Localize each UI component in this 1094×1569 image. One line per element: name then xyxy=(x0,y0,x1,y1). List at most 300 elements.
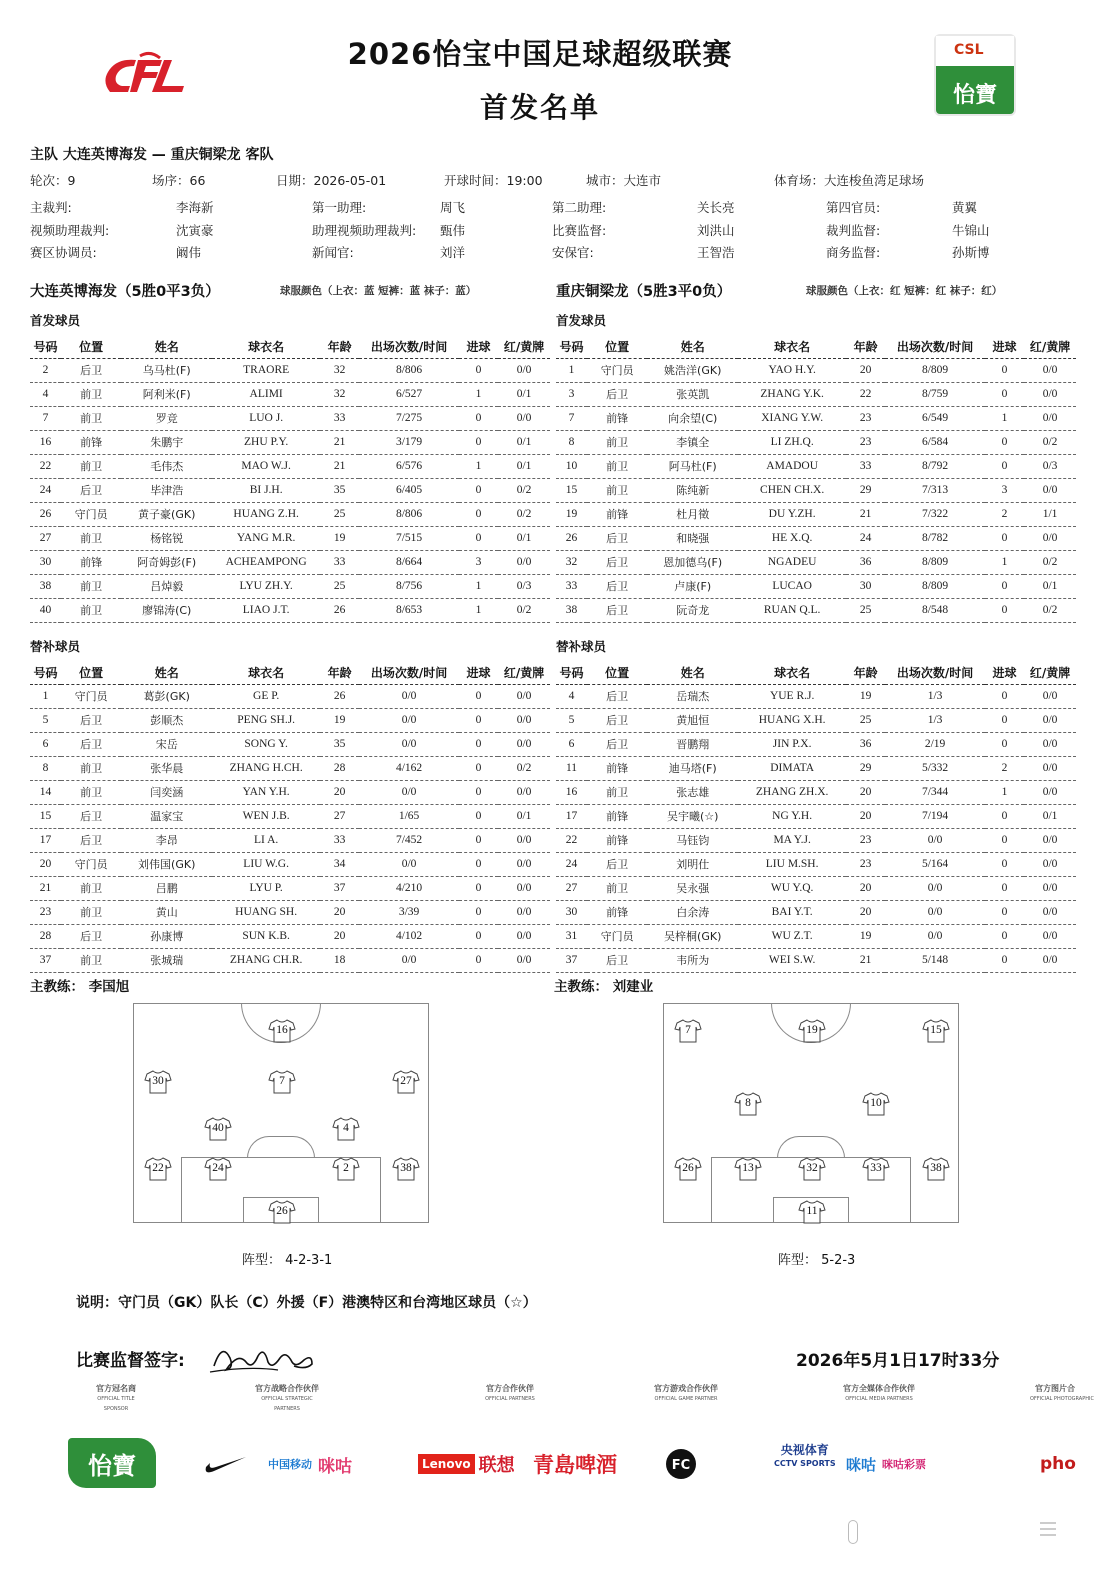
table-cell: 1 xyxy=(985,780,1024,804)
table-cell: LYU P. xyxy=(212,876,320,900)
table-cell: 阿利米(F) xyxy=(121,382,212,406)
column-header: 号码 xyxy=(556,662,587,684)
table-cell: 36 xyxy=(846,732,885,756)
table-cell: 31 xyxy=(556,924,587,948)
table-cell: LUCAO xyxy=(738,574,846,598)
table-row xyxy=(30,732,550,756)
home-formation: 阵型： 4-2-3-1 xyxy=(242,1253,333,1268)
table-cell: 11 xyxy=(556,756,587,780)
table-cell: 19 xyxy=(846,684,885,708)
table-cell: DIMATA xyxy=(738,756,846,780)
official-role: 助理视频助理裁判: xyxy=(312,223,417,238)
table-cell: 吕焯毅 xyxy=(121,574,212,598)
table-row xyxy=(30,550,550,574)
table-cell: LIU W.G. xyxy=(212,852,320,876)
table-cell: 29 xyxy=(846,756,885,780)
menu-icon[interactable] xyxy=(1040,1522,1056,1540)
table-cell: 0 xyxy=(459,828,498,852)
table-cell: 0 xyxy=(985,900,1024,924)
column-header: 号码 xyxy=(556,336,587,358)
table-cell: 前卫 xyxy=(61,780,121,804)
table-cell: 前锋 xyxy=(587,828,647,852)
table-cell: 前卫 xyxy=(587,430,647,454)
table-cell: 1 xyxy=(459,598,498,622)
table-header-row xyxy=(556,336,1076,358)
table-cell: ZHANG ZH.X. xyxy=(738,780,846,804)
column-header: 年龄 xyxy=(846,336,885,358)
table-cell: 0/1 xyxy=(1024,574,1076,598)
table-cell: MAO W.J. xyxy=(212,454,320,478)
table-cell: 0/2 xyxy=(1024,598,1076,622)
table-cell: 0 xyxy=(985,574,1024,598)
table-cell: 16 xyxy=(30,430,61,454)
table-cell: 0 xyxy=(459,358,498,382)
table-cell: 23 xyxy=(30,900,61,924)
official-name: 黄翼 xyxy=(952,200,978,215)
table-cell: LUO J. xyxy=(212,406,320,430)
table-cell: 25 xyxy=(320,502,359,526)
table-row xyxy=(30,430,550,454)
sponsor-label-title: 官方冠名商 OFFICIAL TITLE SPONSOR xyxy=(96,1384,136,1412)
table-cell: 0/0 xyxy=(1024,924,1076,948)
table-cell: 8/664 xyxy=(359,550,458,574)
table-cell: 吕鹏 xyxy=(121,876,212,900)
table-cell: 0 xyxy=(985,684,1024,708)
home-formation-pitch xyxy=(133,1003,429,1223)
table-cell: 5/332 xyxy=(885,756,984,780)
table-cell: 5 xyxy=(556,708,587,732)
table-cell: 0 xyxy=(459,684,498,708)
table-cell: 葛彭(GK) xyxy=(121,684,212,708)
table-cell: 前卫 xyxy=(587,876,647,900)
table-cell: 20 xyxy=(846,804,885,828)
table-cell: 27 xyxy=(30,526,61,550)
table-cell: 19 xyxy=(556,502,587,526)
table-cell: 和晓强 xyxy=(647,526,738,550)
table-row xyxy=(556,852,1076,876)
table-cell: 5 xyxy=(30,708,61,732)
table-cell: 4/210 xyxy=(359,876,458,900)
table-cell: DU Y.ZH. xyxy=(738,502,846,526)
table-cell: 37 xyxy=(320,876,359,900)
table-cell: 4 xyxy=(30,382,61,406)
table-row xyxy=(556,780,1076,804)
table-row xyxy=(556,684,1076,708)
table-cell: 20 xyxy=(846,900,885,924)
table-cell: 黄山 xyxy=(121,900,212,924)
table-cell: WU Y.Q. xyxy=(738,876,846,900)
table-cell: 韦所为 xyxy=(647,948,738,972)
table-cell: 6/405 xyxy=(359,478,458,502)
table-cell: 0/0 xyxy=(1024,406,1076,430)
table-cell: 毛伟杰 xyxy=(121,454,212,478)
jersey-icon xyxy=(863,1092,889,1116)
away-kit-colors: 球服颜色（上衣：红 短裤：红 袜子：红） xyxy=(806,285,1003,297)
jersey-number: 27 xyxy=(400,1075,412,1087)
table-cell: 0/3 xyxy=(1024,454,1076,478)
table-cell: 8/548 xyxy=(885,598,984,622)
table-cell: 李镇全 xyxy=(647,430,738,454)
table-cell: 7/275 xyxy=(359,406,458,430)
table-cell: 8/806 xyxy=(359,358,458,382)
table-row xyxy=(556,502,1076,526)
table-cell: 前卫 xyxy=(587,478,647,502)
table-cell: 守门员 xyxy=(61,852,121,876)
table-cell: 36 xyxy=(846,550,885,574)
table-cell: 20 xyxy=(320,900,359,924)
table-cell: 阿奇姆彭(F) xyxy=(121,550,212,574)
table-cell: 20 xyxy=(320,924,359,948)
table-cell: 0 xyxy=(985,526,1024,550)
table-cell: 0/1 xyxy=(498,804,550,828)
away-subs-table xyxy=(556,662,1076,973)
jersey-icon xyxy=(799,1019,825,1043)
table-cell: 0/0 xyxy=(359,732,458,756)
table-cell: TRAORE xyxy=(212,358,320,382)
table-cell: CHEN CH.X. xyxy=(738,478,846,502)
jersey-icon xyxy=(333,1157,359,1181)
sponsor-photo-logo: pho xyxy=(1040,1454,1076,1474)
table-cell: 6/584 xyxy=(885,430,984,454)
table-cell: 后卫 xyxy=(587,574,647,598)
table-cell: 4 xyxy=(556,684,587,708)
table-row xyxy=(556,708,1076,732)
away-subs-label: 替补球员 xyxy=(556,639,607,654)
table-cell: 前锋 xyxy=(587,406,647,430)
table-cell: 李昂 xyxy=(121,828,212,852)
scroll-indicator[interactable] xyxy=(848,1520,858,1544)
sponsor-label-game: 官方游戏合作伙伴 OFFICIAL GAME PARTNER xyxy=(654,1384,718,1402)
table-cell: 0/0 xyxy=(1024,828,1076,852)
column-header: 红/黄牌 xyxy=(498,336,550,358)
table-cell: 闫奕涵 xyxy=(121,780,212,804)
table-cell: 后卫 xyxy=(61,478,121,502)
table-row xyxy=(30,526,550,550)
table-cell: 阿马杜(F) xyxy=(647,454,738,478)
table-cell: 0/0 xyxy=(498,900,550,924)
match-teams: 主队 大连英博海发 — 重庆铜梁龙 客队 xyxy=(30,147,274,163)
table-cell: 0/0 xyxy=(498,550,550,574)
table-cell: 0/0 xyxy=(498,708,550,732)
table-cell: 黄子豪(GK) xyxy=(121,502,212,526)
table-cell: BI J.H. xyxy=(212,478,320,502)
table-cell: 19 xyxy=(846,924,885,948)
table-cell: 23 xyxy=(846,430,885,454)
table-row xyxy=(556,828,1076,852)
jersey-number: 32 xyxy=(806,1162,818,1174)
table-cell: 0/0 xyxy=(1024,948,1076,972)
table-cell: 0/0 xyxy=(1024,732,1076,756)
official-name: 刘洪山 xyxy=(697,223,735,238)
table-cell: 18 xyxy=(320,948,359,972)
jersey-icon xyxy=(735,1157,761,1181)
csl-logo-text: 怡寶 xyxy=(952,82,997,108)
signature-image xyxy=(208,1336,318,1376)
table-cell: 向余望(C) xyxy=(647,406,738,430)
table-row xyxy=(30,876,550,900)
table-cell: 0 xyxy=(985,924,1024,948)
table-cell: 朱鹏宇 xyxy=(121,430,212,454)
table-header-row xyxy=(556,662,1076,684)
column-header: 球衣名 xyxy=(738,336,846,358)
table-cell: 0 xyxy=(459,804,498,828)
table-cell: 7/452 xyxy=(359,828,458,852)
table-cell: 姚浩洋(GK) xyxy=(647,358,738,382)
table-row xyxy=(556,430,1076,454)
table-cell: 34 xyxy=(320,852,359,876)
column-header: 红/黄牌 xyxy=(498,662,550,684)
table-cell: 20 xyxy=(846,876,885,900)
jersey-number: 26 xyxy=(682,1162,694,1174)
table-row xyxy=(556,574,1076,598)
table-cell: 17 xyxy=(556,804,587,828)
table-cell: 前锋 xyxy=(587,804,647,828)
table-cell: 0/1 xyxy=(498,430,550,454)
table-row xyxy=(556,526,1076,550)
table-cell: 0/0 xyxy=(359,852,458,876)
table-cell: 24 xyxy=(30,478,61,502)
table-cell: 7 xyxy=(30,406,61,430)
table-cell: LYU ZH.Y. xyxy=(212,574,320,598)
table-cell: 0/0 xyxy=(498,852,550,876)
table-cell: 0 xyxy=(459,876,498,900)
column-header: 红/黄牌 xyxy=(1024,662,1076,684)
table-cell: 0 xyxy=(459,708,498,732)
kickoff-time: 开球时间：19:00 xyxy=(444,173,543,188)
table-cell: 8/806 xyxy=(359,502,458,526)
table-cell: 0/0 xyxy=(1024,900,1076,924)
table-cell: 黄旭恒 xyxy=(647,708,738,732)
official-name: 阚伟 xyxy=(176,245,202,260)
table-cell: 25 xyxy=(846,598,885,622)
table-cell: 宋岳 xyxy=(121,732,212,756)
table-cell: 3/39 xyxy=(359,900,458,924)
official-role: 第一助理: xyxy=(312,200,367,215)
table-cell: 守门员 xyxy=(587,358,647,382)
table-cell: 前锋 xyxy=(587,502,647,526)
table-cell: 32 xyxy=(320,358,359,382)
table-cell: 8/782 xyxy=(885,526,984,550)
table-cell: 4/102 xyxy=(359,924,458,948)
table-cell: 3 xyxy=(459,550,498,574)
table-cell: 孙康博 xyxy=(121,924,212,948)
table-cell: 前卫 xyxy=(61,526,121,550)
column-header: 出场次数/时间 xyxy=(359,662,458,684)
table-cell: 后卫 xyxy=(61,924,121,948)
table-cell: 8/756 xyxy=(359,574,458,598)
table-row xyxy=(556,756,1076,780)
table-cell: 前锋 xyxy=(587,756,647,780)
table-cell: 0/1 xyxy=(1024,804,1076,828)
jersey-icon xyxy=(735,1092,761,1116)
jersey-number: 11 xyxy=(806,1205,818,1217)
table-cell: 21 xyxy=(320,430,359,454)
table-cell: 0 xyxy=(985,430,1024,454)
table-row xyxy=(30,852,550,876)
table-cell: 8/759 xyxy=(885,382,984,406)
sponsor-ea-fc-logo xyxy=(664,1444,700,1484)
official-role: 视频助理裁判: xyxy=(30,223,110,238)
table-cell: 0/1 xyxy=(498,526,550,550)
table-cell: ACHEAMPONG xyxy=(212,550,320,574)
table-cell: 0/1 xyxy=(498,454,550,478)
official-name: 刘洋 xyxy=(440,245,466,260)
table-cell: 33 xyxy=(320,828,359,852)
table-cell: YANG M.R. xyxy=(212,526,320,550)
away-starters-table xyxy=(556,336,1076,623)
column-header: 出场次数/时间 xyxy=(359,336,458,358)
stadium: 体育场：大连梭鱼湾足球场 xyxy=(774,173,925,188)
page-title: 2026怡宝中国足球超级联赛 xyxy=(347,37,733,71)
table-cell: 0 xyxy=(459,526,498,550)
table-cell: HUANG Z.H. xyxy=(212,502,320,526)
table-cell: 晋鹏翔 xyxy=(647,732,738,756)
jersey-icon xyxy=(923,1019,949,1043)
table-cell: 毕津浩 xyxy=(121,478,212,502)
table-cell: 0/0 xyxy=(498,924,550,948)
table-cell: 0 xyxy=(459,924,498,948)
jersey-icon xyxy=(205,1117,231,1141)
table-row xyxy=(556,550,1076,574)
table-cell: 0/0 xyxy=(498,406,550,430)
column-header: 进球 xyxy=(459,336,498,358)
table-cell: ZHANG H.CH. xyxy=(212,756,320,780)
table-cell: 0 xyxy=(459,852,498,876)
table-cell: 张城瑞 xyxy=(121,948,212,972)
jersey-number: 38 xyxy=(930,1162,942,1174)
table-cell: 前锋 xyxy=(61,430,121,454)
table-cell: 前卫 xyxy=(587,780,647,804)
table-cell: 21 xyxy=(320,454,359,478)
table-cell: WU Z.T. xyxy=(738,924,846,948)
table-row xyxy=(556,732,1076,756)
official-role: 第二助理: xyxy=(552,200,607,215)
table-cell: 23 xyxy=(846,852,885,876)
table-cell: 吴永强 xyxy=(647,876,738,900)
table-row xyxy=(30,756,550,780)
home-subs-table xyxy=(30,662,550,973)
jersey-number: 24 xyxy=(212,1162,224,1174)
table-cell: 后卫 xyxy=(587,732,647,756)
csl-mark: CSL xyxy=(954,42,984,58)
table-cell: ZHU P.Y. xyxy=(212,430,320,454)
jersey-icon xyxy=(799,1157,825,1181)
table-cell: NGADEU xyxy=(738,550,846,574)
table-header-row xyxy=(30,336,550,358)
jersey-icon xyxy=(205,1157,231,1181)
official-name: 沈寅豪 xyxy=(176,223,214,238)
table-cell: 26 xyxy=(30,502,61,526)
migu-text: 咪咕 xyxy=(318,1456,352,1477)
table-cell: 8/809 xyxy=(885,550,984,574)
table-cell: 6/549 xyxy=(885,406,984,430)
table-cell: 前锋 xyxy=(587,900,647,924)
table-cell: 温家宝 xyxy=(121,804,212,828)
sponsor-nike-logo xyxy=(204,1444,248,1484)
column-header: 球衣名 xyxy=(212,336,320,358)
table-cell: 吴梓桐(GK) xyxy=(647,924,738,948)
table-cell: 19 xyxy=(320,526,359,550)
table-cell: 5/148 xyxy=(885,948,984,972)
table-cell: SUN K.B. xyxy=(212,924,320,948)
table-cell: 8 xyxy=(30,756,61,780)
sponsor-yibao-logo: 怡寶 xyxy=(68,1438,156,1488)
table-cell: 0/0 xyxy=(498,780,550,804)
official-name: 周飞 xyxy=(440,200,466,215)
home-starters-table xyxy=(30,336,550,623)
table-cell: 前卫 xyxy=(61,382,121,406)
city: 城市：大连市 xyxy=(586,173,662,188)
table-cell: ZHANG CH.R. xyxy=(212,948,320,972)
jersey-number: 30 xyxy=(152,1075,164,1087)
jersey-number: 8 xyxy=(745,1097,751,1109)
legend-note: 说明：守门员（GK）队长（C）外援（F）港澳特区和台湾地区球员（☆） xyxy=(76,1295,537,1311)
away-starters-label: 首发球员 xyxy=(556,313,607,328)
table-cell: 1/1 xyxy=(1024,502,1076,526)
jersey-number: 22 xyxy=(152,1162,164,1174)
table-cell: 0/0 xyxy=(1024,478,1076,502)
table-cell: 7 xyxy=(556,406,587,430)
table-cell: 38 xyxy=(30,574,61,598)
table-cell: 0 xyxy=(985,454,1024,478)
sponsor-migu-media-logo: 咪咕 咪咕彩票 xyxy=(846,1455,927,1474)
jersey-icon xyxy=(269,1019,295,1043)
official-name: 王智浩 xyxy=(697,245,735,260)
table-cell: 32 xyxy=(556,550,587,574)
away-formation: 阵型： 5-2-3 xyxy=(778,1253,856,1268)
table-cell: 15 xyxy=(30,804,61,828)
table-cell: 后卫 xyxy=(61,708,121,732)
table-row xyxy=(556,804,1076,828)
table-cell: 0/3 xyxy=(498,574,550,598)
table-cell: 0/0 xyxy=(359,708,458,732)
table-cell: YAO H.Y. xyxy=(738,358,846,382)
table-cell: 21 xyxy=(846,948,885,972)
jersey-icon xyxy=(799,1200,825,1224)
table-cell: 张志雄 xyxy=(647,780,738,804)
table-cell: 26 xyxy=(320,684,359,708)
table-cell: ZHANG Y.K. xyxy=(738,382,846,406)
table-cell: 0/0 xyxy=(1024,780,1076,804)
jersey-number: 40 xyxy=(212,1122,224,1134)
table-cell: 0/0 xyxy=(1024,382,1076,406)
table-cell: 0/2 xyxy=(498,598,550,622)
table-row xyxy=(556,598,1076,622)
table-cell: 14 xyxy=(30,780,61,804)
table-row xyxy=(556,924,1076,948)
table-cell: 33 xyxy=(556,574,587,598)
table-cell: 0/0 xyxy=(498,732,550,756)
official-role: 安保官: xyxy=(552,245,594,260)
official-role: 裁判监督: xyxy=(826,223,881,238)
table-cell: JIN P.X. xyxy=(738,732,846,756)
official-role: 赛区协调员: xyxy=(30,245,97,260)
table-cell: 罗竞 xyxy=(121,406,212,430)
table-cell: 33 xyxy=(320,406,359,430)
table-cell: 阮奇龙 xyxy=(647,598,738,622)
table-cell: 40 xyxy=(30,598,61,622)
table-cell: 前卫 xyxy=(61,454,121,478)
sponsor-cctv-sports-logo: 央视体育 CCTV SPORTS xyxy=(774,1443,836,1468)
jersey-number: 15 xyxy=(930,1024,942,1036)
table-cell: LIU M.SH. xyxy=(738,852,846,876)
column-header: 年龄 xyxy=(846,662,885,684)
official-name: 关长亮 xyxy=(697,200,735,215)
table-cell: 廖锦涛(C) xyxy=(121,598,212,622)
table-row xyxy=(30,900,550,924)
home-coach: 主教练： 李国旭 xyxy=(30,979,130,995)
column-header: 年龄 xyxy=(320,336,359,358)
